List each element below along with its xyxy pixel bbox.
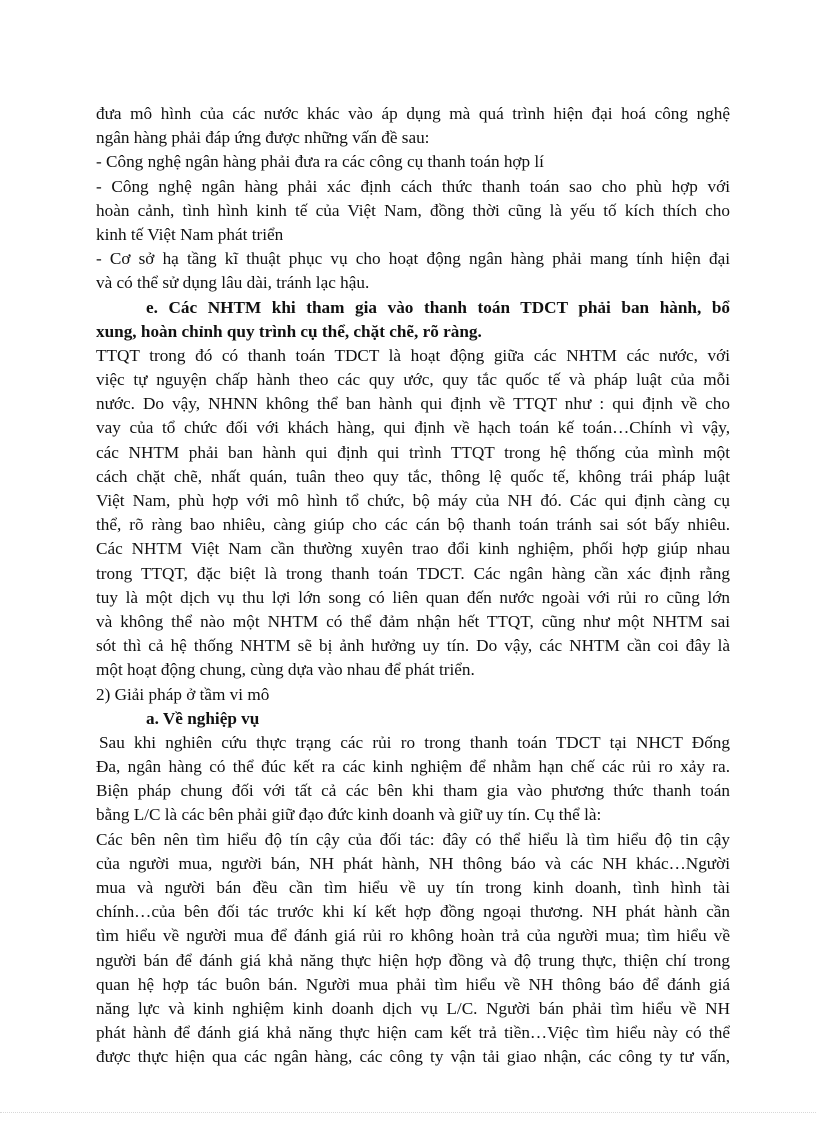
text-line: việc tự nguyện chấp hành theo các quy ước, quy tắc quốc tế và pháp luật của mỗi: [96, 370, 730, 390]
text-line: người bán để đánh giá khả năng thực hiện hợp đồng và độ trung thực, thiện chí trong: [96, 950, 730, 970]
text-line: tìm hiểu về người mua để đánh giá rủi ro không hoàn trả của người mua; tìm hiểu về: [96, 926, 730, 946]
list-item: - Cơ sở hạ tầng kĩ thuật phục vụ cho hoạt động ngân hàng phải mang tính hiện đại: [96, 249, 730, 269]
text-line: năng lực và kinh nghiệm kinh doanh dịch vụ L/C. Người bán phải tìm hiểu về NH: [96, 998, 730, 1018]
document-page: [96, 102, 730, 1070]
text-line: thể, rõ ràng bao nhiêu, càng giúp cho các cán bộ thanh toán tránh sai sót bấy nhiêu.: [96, 515, 730, 535]
text-line: ngân hàng phải đáp ứng được những vấn đề sau:: [96, 128, 430, 148]
list-item: - Công nghệ ngân hàng phải đưa ra các công cụ thanh toán hợp lí: [96, 152, 544, 172]
text-line: và không thể nào một NHTM có thể đảm nhận hết TTQT, cũng như một NHTM sai: [96, 611, 730, 631]
text-line: nước. Do vậy, NHNN không thể ban hành qui định về TTQT như : qui định về cho: [96, 394, 730, 414]
text-line: tuy là một dịch vụ thu lợi lớn song có liên quan đến nước ngoài với rủi ro cũng lớn: [96, 587, 730, 607]
text-line: Các bên nên tìm hiểu độ tín cậy của đối tác: đây có thể hiểu là tìm hiểu độ tin cậy: [96, 829, 730, 849]
subsection-heading: a. Về nghiệp vụ: [146, 708, 260, 728]
text-line: và có thể sử dụng lâu dài, tránh lạc hậu.: [96, 273, 370, 293]
text-line: được thực hiện qua các ngân hàng, các công ty vận tải giao nhận, các công ty tư vấn,: [96, 1047, 730, 1067]
text-line: quan hệ hợp tác buôn bán. Người mua phải tìm hiểu về NH thông báo để đánh giá: [96, 974, 730, 994]
text-line: đưa mô hình của các nước khác vào áp dụng mà quá trình hiện đại hoá công nghệ: [96, 104, 730, 123]
text-line: Các NHTM Việt Nam cần thường xuyên trao đổi kinh nghiệm, phối hợp giúp nhau: [96, 539, 730, 559]
text-line: một hoạt động chung, cùng dựa vào nhau để phát triển.: [96, 660, 475, 680]
text-line: bằng L/C là các bên phải giữ đạo đức kinh doanh và giữ uy tín. Cụ thể là:: [96, 805, 602, 825]
text-line: các NHTM phải ban hành qui định qui trình TTQT trong hệ thống của mình một: [96, 442, 730, 462]
text-line: Việt Nam, phù hợp với mô hình tổ chức, bộ máy của NH đó. Các qui định càng cụ: [96, 491, 730, 510]
text-line: trong TTQT, đặc biệt là trong thanh toán TDCT. Các ngân hàng cần xác định rằng: [96, 563, 730, 583]
text-line: vay của tổ chức đối với khách hàng, qui định về hạch toán kế toán…Chính vì vậy,: [96, 418, 730, 438]
text-line: cách chặt chẽ, nhất quán, tuân theo quy tắc, thông lệ quốc tế, không trái pháp luật: [96, 466, 730, 486]
text-line: chính…của bên đối tác trước khi kí kết hợp đồng ngoại thương. NH phát hành cần: [96, 902, 730, 922]
text-line: mua và người bán đều cần tìm hiểu về uy tín trong kinh doanh, tình hình tài: [96, 878, 730, 897]
text-line: Sau khi nghiên cứu thực trạng các rủi ro trong thanh toán TDCT tại NHCT Đống: [99, 732, 730, 752]
text-line: TTQT trong đó có thanh toán TDCT là hoạt động giữa các NHTM các nước, với: [96, 345, 730, 365]
text-line: sót thì cả hệ thống NHTM sẽ bị ảnh hưởng uy tín. Do vậy, các NHTM cần coi đây là: [96, 636, 730, 656]
text-line: phát hành để đánh giá khả năng thực hiện cam kết trả tiền…Việc tìm hiểu này có thể: [96, 1023, 730, 1043]
text-line: Đa, ngân hàng có thể đúc kết ra các kinh nghiệm để nhằm hạn chế các rủi ro xảy ra.: [96, 757, 730, 777]
text-line: kinh tế Việt Nam phát triển: [96, 224, 284, 244]
list-item: - Công nghệ ngân hàng phải xác định cách thức thanh toán sao cho phù hợp với: [96, 176, 730, 196]
text-line: của người mua, người bán, NH phát hành, NH thông báo và các NH khác…Người: [96, 853, 730, 873]
section-heading: xung, hoàn chỉnh quy trình cụ thể, chặt chẽ, rõ ràng.: [96, 321, 482, 341]
text-line: Biện pháp chung đối với tất cả các bên khi tham gia vào phương thức thanh toán: [96, 781, 730, 801]
page-bottom-divider: [0, 1112, 816, 1113]
section-heading: 2) Giải pháp ở tầm vi mô: [96, 684, 270, 704]
text-line: hoàn cảnh, tình hình kinh tế của Việt Nam, đồng thời cũng là yếu tố kích thích cho: [96, 200, 730, 220]
section-heading: e. Các NHTM khi tham gia vào thanh toán TDCT phải ban hành, bổ: [146, 297, 730, 317]
